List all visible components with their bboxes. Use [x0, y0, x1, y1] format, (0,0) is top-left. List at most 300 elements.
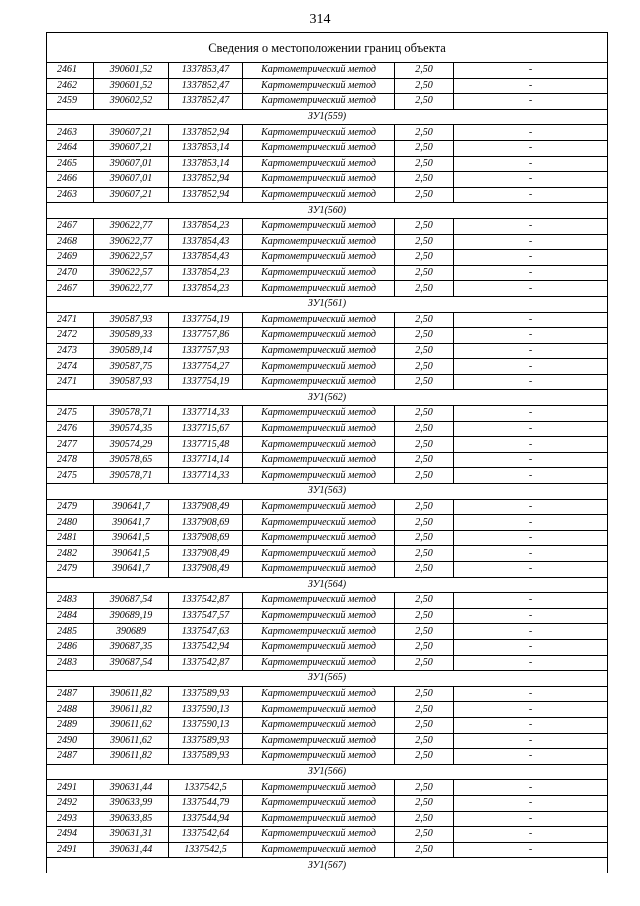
accuracy-cell: 2,50	[395, 624, 454, 640]
point-number-cell: 2477	[47, 437, 94, 453]
point-number-cell: 2486	[47, 639, 94, 655]
y-coordinate-cell: 1337908,49	[169, 546, 243, 562]
accuracy-cell: 2,50	[395, 811, 454, 827]
description-cell: -	[454, 562, 608, 578]
x-coordinate-cell: 390631,44	[94, 842, 169, 858]
section-header-row	[47, 671, 608, 687]
method-cell: Картометрический метод	[243, 468, 395, 484]
method-cell: Картометрический метод	[243, 686, 395, 702]
y-coordinate-cell: 1337715,48	[169, 437, 243, 453]
method-cell: Картометрический метод	[243, 749, 395, 765]
description-cell: -	[454, 265, 608, 281]
x-coordinate-cell: 390641,7	[94, 562, 169, 578]
x-coordinate-cell: 390687,35	[94, 639, 169, 655]
accuracy-cell: 2,50	[395, 234, 454, 250]
y-coordinate-cell: 1337547,57	[169, 608, 243, 624]
table-row	[47, 406, 608, 422]
method-cell: Картометрический метод	[243, 562, 395, 578]
coordinates-table-body	[47, 63, 608, 873]
table-row	[47, 374, 608, 390]
description-cell: -	[454, 359, 608, 375]
description-cell: -	[454, 468, 608, 484]
accuracy-cell: 2,50	[395, 140, 454, 156]
y-coordinate-cell: 1337542,5	[169, 842, 243, 858]
description-cell: -	[454, 140, 608, 156]
y-coordinate-cell: 1337852,47	[169, 94, 243, 110]
x-coordinate-cell: 390601,52	[94, 78, 169, 94]
accuracy-cell: 2,50	[395, 702, 454, 718]
table-row	[47, 562, 608, 578]
section-header-row	[47, 109, 608, 125]
description-cell: -	[454, 593, 608, 609]
y-coordinate-cell: 1337853,14	[169, 156, 243, 172]
table-row	[47, 530, 608, 546]
point-number-cell: 2478	[47, 452, 94, 468]
description-cell: -	[454, 546, 608, 562]
method-cell: Картометрический метод	[243, 827, 395, 843]
x-coordinate-cell: 390641,7	[94, 515, 169, 531]
method-cell: Картометрический метод	[243, 218, 395, 234]
x-coordinate-cell: 390578,65	[94, 452, 169, 468]
section-header-row	[47, 858, 608, 873]
description-cell: -	[454, 530, 608, 546]
x-coordinate-cell: 390622,77	[94, 218, 169, 234]
y-coordinate-cell: 1337854,23	[169, 218, 243, 234]
accuracy-cell: 2,50	[395, 795, 454, 811]
method-cell: Картометрический метод	[243, 780, 395, 796]
x-coordinate-cell: 390611,82	[94, 686, 169, 702]
y-coordinate-cell: 1337853,47	[169, 63, 243, 79]
point-number-cell: 2494	[47, 827, 94, 843]
description-cell: -	[454, 421, 608, 437]
method-cell: Картометрический метод	[243, 63, 395, 79]
description-cell: -	[454, 795, 608, 811]
accuracy-cell: 2,50	[395, 686, 454, 702]
point-number-cell: 2469	[47, 250, 94, 266]
x-coordinate-cell: 390602,52	[94, 94, 169, 110]
section-header-row	[47, 764, 608, 780]
table-row	[47, 686, 608, 702]
description-cell: -	[454, 608, 608, 624]
point-number-cell: 2463	[47, 125, 94, 141]
y-coordinate-cell: 1337854,43	[169, 250, 243, 266]
description-cell: -	[454, 437, 608, 453]
description-cell: -	[454, 125, 608, 141]
point-number-cell: 2470	[47, 265, 94, 281]
description-cell: -	[454, 343, 608, 359]
y-coordinate-cell: 1337854,43	[169, 234, 243, 250]
table-row	[47, 421, 608, 437]
y-coordinate-cell: 1337852,47	[169, 78, 243, 94]
point-number-cell: 2462	[47, 78, 94, 94]
accuracy-cell: 2,50	[395, 717, 454, 733]
method-cell: Картометрический метод	[243, 452, 395, 468]
description-cell: -	[454, 639, 608, 655]
accuracy-cell: 2,50	[395, 172, 454, 188]
x-coordinate-cell: 390689	[94, 624, 169, 640]
accuracy-cell: 2,50	[395, 733, 454, 749]
point-number-cell: 2484	[47, 608, 94, 624]
y-coordinate-cell: 1337854,23	[169, 281, 243, 297]
point-number-cell: 2480	[47, 515, 94, 531]
method-cell: Картометрический метод	[243, 421, 395, 437]
method-cell: Картометрический метод	[243, 374, 395, 390]
table-row	[47, 437, 608, 453]
y-coordinate-cell: 1337547,63	[169, 624, 243, 640]
description-cell: -	[454, 499, 608, 515]
accuracy-cell: 2,50	[395, 499, 454, 515]
point-number-cell: 2476	[47, 421, 94, 437]
section-header-row	[47, 484, 608, 500]
point-number-cell: 2479	[47, 562, 94, 578]
table-row	[47, 499, 608, 515]
description-cell: -	[454, 780, 608, 796]
accuracy-cell: 2,50	[395, 343, 454, 359]
method-cell: Картометрический метод	[243, 515, 395, 531]
x-coordinate-cell: 390601,52	[94, 63, 169, 79]
y-coordinate-cell: 1337908,49	[169, 562, 243, 578]
point-number-cell: 2467	[47, 218, 94, 234]
method-cell: Картометрический метод	[243, 140, 395, 156]
table-row	[47, 234, 608, 250]
method-cell: Картометрический метод	[243, 328, 395, 344]
x-coordinate-cell: 390607,01	[94, 172, 169, 188]
table-row	[47, 842, 608, 858]
x-coordinate-cell: 390589,33	[94, 328, 169, 344]
description-cell: -	[454, 94, 608, 110]
y-coordinate-cell: 1337757,93	[169, 343, 243, 359]
accuracy-cell: 2,50	[395, 328, 454, 344]
method-cell: Картометрический метод	[243, 406, 395, 422]
x-coordinate-cell: 390574,35	[94, 421, 169, 437]
y-coordinate-cell: 1337908,69	[169, 530, 243, 546]
section-label: ЗУ1(564)	[47, 577, 608, 593]
table-row	[47, 63, 608, 79]
x-coordinate-cell: 390611,62	[94, 733, 169, 749]
table-row	[47, 250, 608, 266]
point-number-cell: 2490	[47, 733, 94, 749]
x-coordinate-cell: 390622,77	[94, 281, 169, 297]
table-row	[47, 125, 608, 141]
table-row	[47, 733, 608, 749]
y-coordinate-cell: 1337854,23	[169, 265, 243, 281]
description-cell: -	[454, 218, 608, 234]
method-cell: Картометрический метод	[243, 94, 395, 110]
table-row	[47, 515, 608, 531]
x-coordinate-cell: 390622,77	[94, 234, 169, 250]
table-row	[47, 312, 608, 328]
x-coordinate-cell: 390631,44	[94, 780, 169, 796]
x-coordinate-cell: 390687,54	[94, 655, 169, 671]
method-cell: Картометрический метод	[243, 811, 395, 827]
description-cell: -	[454, 250, 608, 266]
method-cell: Картометрический метод	[243, 125, 395, 141]
description-cell: -	[454, 717, 608, 733]
x-coordinate-cell: 390689,19	[94, 608, 169, 624]
method-cell: Картометрический метод	[243, 250, 395, 266]
accuracy-cell: 2,50	[395, 406, 454, 422]
x-coordinate-cell: 390607,01	[94, 156, 169, 172]
y-coordinate-cell: 1337544,94	[169, 811, 243, 827]
table-row	[47, 639, 608, 655]
table-row	[47, 546, 608, 562]
x-coordinate-cell: 390633,85	[94, 811, 169, 827]
accuracy-cell: 2,50	[395, 437, 454, 453]
method-cell: Картометрический метод	[243, 733, 395, 749]
point-number-cell: 2463	[47, 187, 94, 203]
table-row	[47, 780, 608, 796]
table-row	[47, 172, 608, 188]
table-row	[47, 702, 608, 718]
point-number-cell: 2482	[47, 546, 94, 562]
y-coordinate-cell: 1337589,93	[169, 749, 243, 765]
accuracy-cell: 2,50	[395, 125, 454, 141]
accuracy-cell: 2,50	[395, 94, 454, 110]
point-number-cell: 2466	[47, 172, 94, 188]
method-cell: Картометрический метод	[243, 795, 395, 811]
method-cell: Картометрический метод	[243, 593, 395, 609]
method-cell: Картометрический метод	[243, 530, 395, 546]
accuracy-cell: 2,50	[395, 608, 454, 624]
accuracy-cell: 2,50	[395, 359, 454, 375]
x-coordinate-cell: 390607,21	[94, 187, 169, 203]
description-cell: -	[454, 686, 608, 702]
y-coordinate-cell: 1337908,69	[169, 515, 243, 531]
table-row	[47, 78, 608, 94]
table-row	[47, 795, 608, 811]
accuracy-cell: 2,50	[395, 842, 454, 858]
y-coordinate-cell: 1337852,94	[169, 125, 243, 141]
method-cell: Картометрический метод	[243, 499, 395, 515]
section-label: ЗУ1(559)	[47, 109, 608, 125]
x-coordinate-cell: 390611,82	[94, 702, 169, 718]
x-coordinate-cell: 390578,71	[94, 468, 169, 484]
description-cell: -	[454, 452, 608, 468]
y-coordinate-cell: 1337544,79	[169, 795, 243, 811]
method-cell: Картометрический метод	[243, 546, 395, 562]
point-number-cell: 2464	[47, 140, 94, 156]
x-coordinate-cell: 390607,21	[94, 125, 169, 141]
method-cell: Картометрический метод	[243, 156, 395, 172]
y-coordinate-cell: 1337590,13	[169, 702, 243, 718]
description-cell: -	[454, 749, 608, 765]
table-row	[47, 140, 608, 156]
point-number-cell: 2483	[47, 593, 94, 609]
accuracy-cell: 2,50	[395, 655, 454, 671]
y-coordinate-cell: 1337590,13	[169, 717, 243, 733]
section-header-row	[47, 390, 608, 406]
x-coordinate-cell: 390641,7	[94, 499, 169, 515]
table-row	[47, 265, 608, 281]
accuracy-cell: 2,50	[395, 281, 454, 297]
description-cell: -	[454, 328, 608, 344]
point-number-cell: 2471	[47, 374, 94, 390]
section-label: ЗУ1(562)	[47, 390, 608, 406]
description-cell: -	[454, 702, 608, 718]
table-row	[47, 608, 608, 624]
accuracy-cell: 2,50	[395, 452, 454, 468]
method-cell: Картометрический метод	[243, 842, 395, 858]
accuracy-cell: 2,50	[395, 218, 454, 234]
table-row	[47, 468, 608, 484]
section-header-row	[47, 296, 608, 312]
x-coordinate-cell: 390633,99	[94, 795, 169, 811]
description-cell: -	[454, 187, 608, 203]
description-cell: -	[454, 733, 608, 749]
x-coordinate-cell: 390587,93	[94, 374, 169, 390]
accuracy-cell: 2,50	[395, 187, 454, 203]
description-cell: -	[454, 78, 608, 94]
x-coordinate-cell: 390611,82	[94, 749, 169, 765]
section-label: ЗУ1(560)	[47, 203, 608, 219]
description-cell: -	[454, 515, 608, 531]
point-number-cell: 2471	[47, 312, 94, 328]
accuracy-cell: 2,50	[395, 250, 454, 266]
method-cell: Картометрический метод	[243, 312, 395, 328]
description-cell: -	[454, 655, 608, 671]
section-label: ЗУ1(566)	[47, 764, 608, 780]
point-number-cell: 2472	[47, 328, 94, 344]
description-cell: -	[454, 624, 608, 640]
y-coordinate-cell: 1337754,19	[169, 312, 243, 328]
method-cell: Картометрический метод	[243, 281, 395, 297]
accuracy-cell: 2,50	[395, 421, 454, 437]
method-cell: Картометрический метод	[243, 655, 395, 671]
point-number-cell: 2481	[47, 530, 94, 546]
description-cell: -	[454, 406, 608, 422]
table-row	[47, 187, 608, 203]
coordinates-table	[46, 62, 608, 873]
point-number-cell: 2488	[47, 702, 94, 718]
point-number-cell: 2485	[47, 624, 94, 640]
section-label: ЗУ1(561)	[47, 296, 608, 312]
point-number-cell: 2468	[47, 234, 94, 250]
y-coordinate-cell: 1337542,87	[169, 655, 243, 671]
section-label: ЗУ1(565)	[47, 671, 608, 687]
table-heading: Сведения о местоположении границ объекта	[46, 32, 608, 62]
accuracy-cell: 2,50	[395, 530, 454, 546]
method-cell: Картометрический метод	[243, 717, 395, 733]
section-header-row	[47, 577, 608, 593]
y-coordinate-cell: 1337714,33	[169, 468, 243, 484]
point-number-cell: 2475	[47, 468, 94, 484]
y-coordinate-cell: 1337852,94	[169, 172, 243, 188]
table-row	[47, 328, 608, 344]
point-number-cell: 2479	[47, 499, 94, 515]
method-cell: Картометрический метод	[243, 608, 395, 624]
point-number-cell: 2491	[47, 842, 94, 858]
section-label: ЗУ1(563)	[47, 484, 608, 500]
description-cell: -	[454, 827, 608, 843]
table-row	[47, 749, 608, 765]
x-coordinate-cell: 390631,31	[94, 827, 169, 843]
description-cell: -	[454, 281, 608, 297]
point-number-cell: 2492	[47, 795, 94, 811]
point-number-cell: 2459	[47, 94, 94, 110]
y-coordinate-cell: 1337852,94	[169, 187, 243, 203]
method-cell: Картометрический метод	[243, 234, 395, 250]
table-row	[47, 359, 608, 375]
table-row	[47, 655, 608, 671]
y-coordinate-cell: 1337757,86	[169, 328, 243, 344]
accuracy-cell: 2,50	[395, 780, 454, 796]
x-coordinate-cell: 390589,14	[94, 343, 169, 359]
description-cell: -	[454, 842, 608, 858]
table-row	[47, 94, 608, 110]
accuracy-cell: 2,50	[395, 749, 454, 765]
y-coordinate-cell: 1337754,27	[169, 359, 243, 375]
y-coordinate-cell: 1337853,14	[169, 140, 243, 156]
table-row	[47, 281, 608, 297]
description-cell: -	[454, 374, 608, 390]
y-coordinate-cell: 1337542,64	[169, 827, 243, 843]
x-coordinate-cell: 390622,57	[94, 265, 169, 281]
accuracy-cell: 2,50	[395, 827, 454, 843]
x-coordinate-cell: 390587,75	[94, 359, 169, 375]
point-number-cell: 2473	[47, 343, 94, 359]
method-cell: Картометрический метод	[243, 639, 395, 655]
table-row	[47, 218, 608, 234]
page-number: 314	[309, 12, 331, 27]
accuracy-cell: 2,50	[395, 63, 454, 79]
accuracy-cell: 2,50	[395, 562, 454, 578]
x-coordinate-cell: 390622,57	[94, 250, 169, 266]
point-number-cell: 2491	[47, 780, 94, 796]
accuracy-cell: 2,50	[395, 515, 454, 531]
x-coordinate-cell: 390607,21	[94, 140, 169, 156]
accuracy-cell: 2,50	[395, 639, 454, 655]
table-row	[47, 827, 608, 843]
y-coordinate-cell: 1337714,14	[169, 452, 243, 468]
y-coordinate-cell: 1337589,93	[169, 686, 243, 702]
y-coordinate-cell: 1337542,87	[169, 593, 243, 609]
accuracy-cell: 2,50	[395, 265, 454, 281]
x-coordinate-cell: 390641,5	[94, 546, 169, 562]
y-coordinate-cell: 1337908,49	[169, 499, 243, 515]
accuracy-cell: 2,50	[395, 593, 454, 609]
table-row	[47, 452, 608, 468]
point-number-cell: 2487	[47, 749, 94, 765]
y-coordinate-cell: 1337542,94	[169, 639, 243, 655]
x-coordinate-cell: 390578,71	[94, 406, 169, 422]
point-number-cell: 2461	[47, 63, 94, 79]
y-coordinate-cell: 1337542,5	[169, 780, 243, 796]
description-cell: -	[454, 63, 608, 79]
method-cell: Картометрический метод	[243, 437, 395, 453]
table-row	[47, 811, 608, 827]
x-coordinate-cell: 390687,54	[94, 593, 169, 609]
table-row	[47, 156, 608, 172]
x-coordinate-cell: 390587,93	[94, 312, 169, 328]
method-cell: Картометрический метод	[243, 187, 395, 203]
point-number-cell: 2474	[47, 359, 94, 375]
accuracy-cell: 2,50	[395, 546, 454, 562]
accuracy-cell: 2,50	[395, 156, 454, 172]
method-cell: Картометрический метод	[243, 702, 395, 718]
point-number-cell: 2489	[47, 717, 94, 733]
section-header-row	[47, 203, 608, 219]
table-row	[47, 624, 608, 640]
method-cell: Картометрический метод	[243, 172, 395, 188]
point-number-cell: 2467	[47, 281, 94, 297]
x-coordinate-cell: 390611,62	[94, 717, 169, 733]
description-cell: -	[454, 312, 608, 328]
point-number-cell: 2483	[47, 655, 94, 671]
accuracy-cell: 2,50	[395, 374, 454, 390]
point-number-cell: 2465	[47, 156, 94, 172]
method-cell: Картометрический метод	[243, 624, 395, 640]
accuracy-cell: 2,50	[395, 468, 454, 484]
